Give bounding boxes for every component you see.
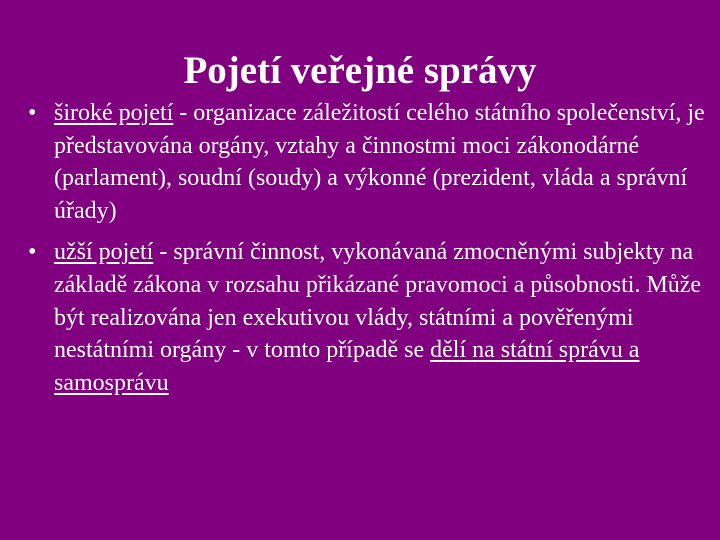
bullet-dot-icon: •	[28, 100, 37, 126]
slide-title: Pojetí veřejné správy	[183, 49, 537, 93]
bullet-list	[26, 97, 706, 408]
term-narrow-concept: užší pojetí	[54, 239, 154, 266]
underlined-conclusion: dělí na státní správu a samosprávu	[54, 337, 640, 396]
bullet-item-broad-concept	[26, 97, 706, 227]
bullet-item-narrow-concept	[26, 236, 706, 399]
term-broad-concept: široké pojetí	[54, 100, 174, 126]
bullet-dot-icon: •	[28, 239, 37, 266]
bullet-text: - organizace záležitostí celého státního společenství, je představována orgány, vztahy a činnostmi moci zákonodárné (parlament), soudní (soudy) a výkonné (prezident, vláda a správní úřady)	[54, 100, 705, 224]
bullet-text: - správní činnost, vykonávaná zmocněnými subjekty na základě zákona v rozsahu přikázané pravomoci a působnosti. Může být realizována jen exekutivou vlády, státními a pověřenými nestátními orgány - v tomto případě se	[54, 239, 702, 364]
